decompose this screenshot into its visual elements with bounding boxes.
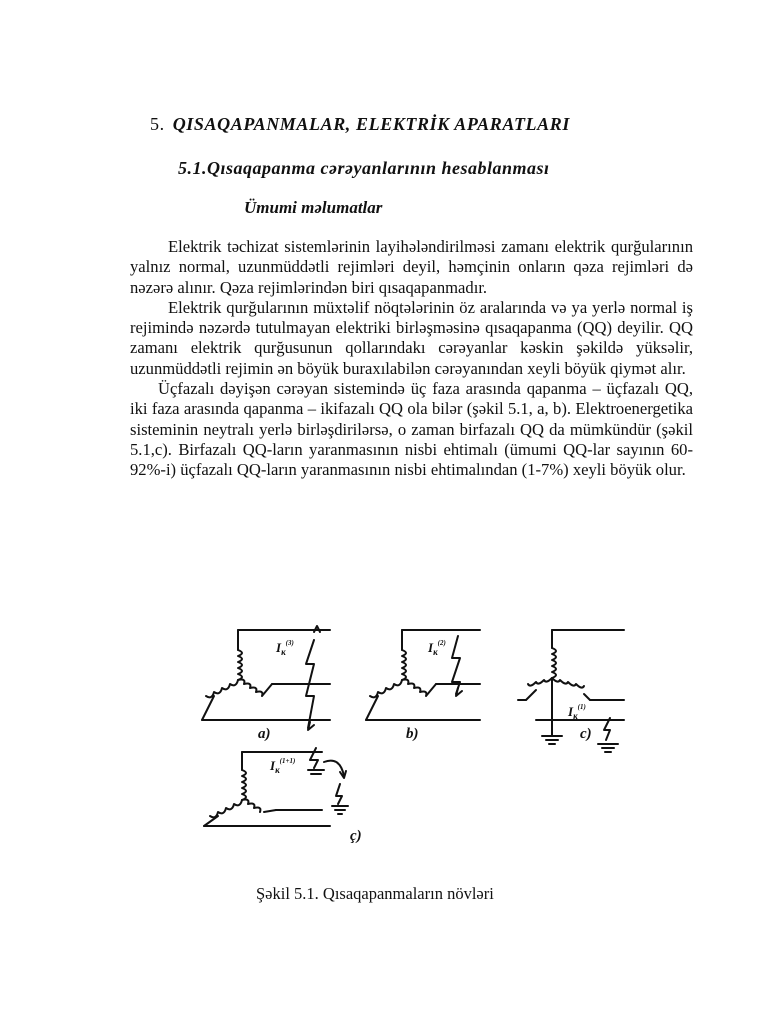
current-subscript-d: к: [275, 765, 280, 775]
current-subscript-b: к: [433, 647, 438, 657]
diagram-single-phase: [518, 630, 624, 752]
current-symbol-d: I: [270, 758, 276, 773]
paragraph-3: Üçfazalı dəyişən cərəyan sistemində üç faza arasında qapanma – üçfazalı QQ, iki faza arasında qapanma – ikifazalı QQ ola bilər (şəkil 5.1, a, b). Elektroenergetika sisteminin neytralı yerlə birləşdirilərsə, o zaman birfazalı QQ da mümkündür (şəkil 5.1,c). Birfazalı QQ-ların yaranmasının nisbi ehtimalı (ümumi QQ-lar sayının 60-92%-i) üçfazalı QQ-ların yaranmasının nisbi ehtimalından (1-7%) xeyli böyük olur.: [130, 379, 693, 480]
chapter-number: 5.: [150, 114, 165, 134]
diagram-three-phase: [202, 626, 330, 730]
chapter-title: QISAQAPANMALAR, ELEKTRİK APARATLARI: [172, 114, 570, 134]
panel-label-c: c): [580, 726, 592, 742]
subheading: Ümumi məlumatlar: [244, 198, 383, 217]
paragraph-1: Elektrik təchizat sistemlərinin layihələndirilməsi zamanı elektrik qurğularının yalnız normal, uzunmüddətli rejimləri deyil, həmçinin onların qəza rejimləri də nəzərə alınır. Qəza rejimlərindən biri qısaqapanmadır.: [130, 237, 693, 297]
short-circuit-types-figure: [190, 618, 640, 858]
body-text: [130, 237, 693, 481]
chapter-heading: [150, 114, 710, 135]
svg-text:Iк(3): [275, 639, 294, 657]
current-superscript-b: (2): [437, 639, 446, 647]
figure-caption: Şəkil 5.1. Qısaqapanmaların növləri: [256, 884, 494, 903]
current-symbol-a: I: [276, 640, 282, 655]
current-symbol-b: I: [428, 640, 434, 655]
panel-label-a: a): [258, 726, 271, 742]
current-subscript-a: к: [281, 647, 286, 657]
panel-label-d: ç): [350, 828, 362, 844]
panel-label-b: b): [406, 726, 419, 742]
current-subscript-c: к: [573, 711, 578, 721]
svg-text:Iк(2): [427, 639, 446, 657]
current-symbol-c: I: [568, 704, 574, 719]
current-superscript-d: (1+1): [279, 757, 296, 765]
section-title: 5.1.Qısaqapanma cərəyanlarının hesablanması: [178, 158, 550, 178]
svg-text:Iк(1): [567, 703, 586, 721]
svg-text:Iк(1+1): [269, 757, 295, 775]
current-superscript-c: (1): [577, 703, 586, 711]
current-superscript-a: (3): [285, 639, 294, 647]
diagram-two-phase: [366, 630, 480, 720]
paragraph-2: Elektrik qurğularının müxtəlif nöqtələrinin öz aralarında və ya yerlə normal iş rejimində nəzərdə tutulmayan elektriki birləşməsinə qısaqapanma (QQ) deyilir. QQ zamanı elektrik qurğusunun qollarındakı cərəyanlar kəskin şəkildə yüksəlir, uzunmüddətli rejimin ən böyük buraxılabilən cərəyanından xeyli böyük qiymət alır.: [130, 297, 693, 378]
diagram-double-phase-ground: [204, 748, 348, 826]
